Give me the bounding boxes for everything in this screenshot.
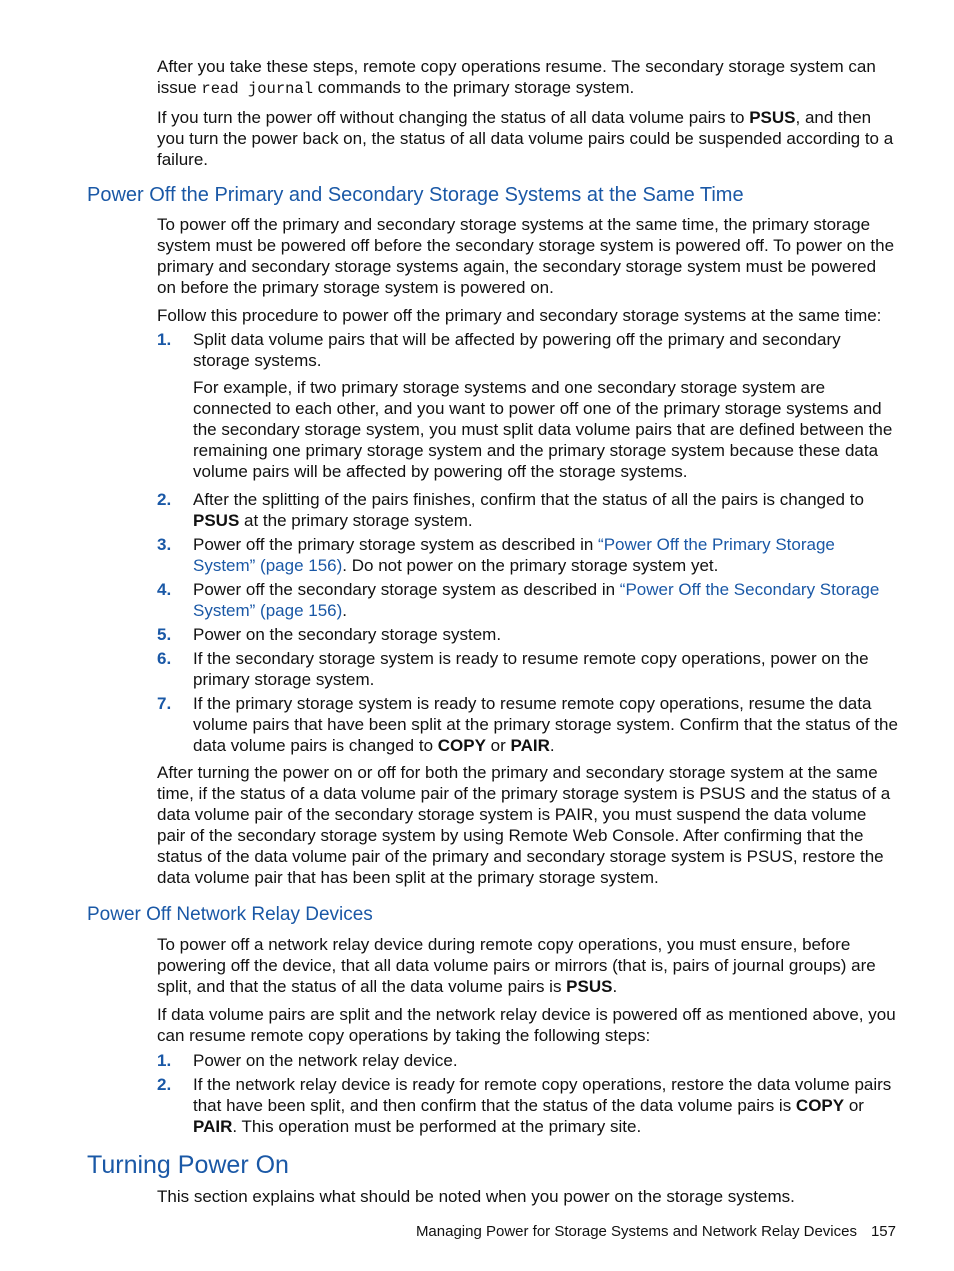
step-7: [157, 693, 899, 756]
status-copy: COPY: [437, 736, 486, 755]
relay-intro: [157, 934, 899, 1046]
step-4: [157, 579, 899, 621]
step-text: [193, 489, 899, 531]
step-2: [157, 489, 899, 531]
same-time-paragraph-1: To power off the primary and secondary storage systems at the same time, the primary storage system must be powered off before the secondary storage system is powered off. To power on the primary and secondary storage systems again, the secondary storage system must be powered on before the primary storage system is powered on.: [157, 215, 895, 297]
intro-p2-text: If you turn the power off without changing the status of all data volume pairs to: [157, 108, 750, 127]
same-time-paragraph-2: Follow this procedure to power off the primary and secondary storage systems at the same time:: [157, 306, 882, 325]
intro-p2-text-end: , and then you turn the power back on, the status of all data volume pairs could be suspended according to a failure.: [157, 108, 894, 169]
step-text: [193, 693, 899, 756]
step-number: 2.: [157, 1075, 172, 1094]
step-number: 6.: [157, 649, 172, 668]
step-text-a: Power off the secondary storage system as described in: [193, 580, 620, 599]
step-number: 7.: [157, 694, 172, 713]
link-power-off-secondary[interactable]: “Power Off the Secondary Storage System” (page 156): [193, 580, 880, 620]
relay-step-1: [157, 1050, 899, 1071]
same-time-paragraph-3: After turning the power on or off for both the primary and secondary storage system at the same time, if the status of a data volume pair of the primary storage system is PSUS and the status of a data volume pair of the secondary storage system is PAIR, you must suspend the data volume pair of the secondary storage system by using Remote Web Console. After confirming that the status of the data volume pair of the primary and secondary storage system is PSUS, restore the data volume pair that has been split at the primary storage system.: [157, 763, 891, 887]
relay-paragraph-2: If data volume pairs are split and the network relay device is powered off as mentioned above, you can resume remote copy operations by taking the following steps:: [157, 1005, 896, 1045]
heading-same-time: Power Off the Primary and Secondary Storage Systems at the Same Time: [87, 184, 744, 206]
relay-p1-text: To power off a network relay device during remote copy operations, you must ensure, before powering off the device, that all data volume pairs or mirrors (that is, pairs of journal groups) are split, and that the status of all the data volume pairs is: [157, 935, 876, 996]
power-on-paragraph: This section explains what should be noted when you power on the storage systems.: [157, 1187, 795, 1206]
step-text-a: If the primary storage system is ready to resume remote copy operations, resume the data volume pairs that have been split at the primary storage system. Confirm that the status of the data volume pairs is changed to: [193, 694, 898, 755]
step-text: Split data volume pairs that will be affected by powering off the primary and secondary storage systems.: [193, 330, 841, 370]
same-time-intro: [157, 214, 899, 326]
status-psus: PSUS: [749, 108, 796, 127]
step-number: 4.: [157, 580, 172, 599]
step-text-a: After the splitting of the pairs finishes, confirm that the status of all the pairs is changed to: [193, 490, 864, 509]
page-footer: [416, 1222, 896, 1242]
step-text: Power on the network relay device.: [193, 1051, 458, 1070]
step-text-a: If the network relay device is ready for remote copy operations, restore the data volume pairs that have been split, and then confirm that the status of the data volume pairs is: [193, 1075, 892, 1115]
step-text: [193, 1074, 899, 1137]
relay-paragraph-1: [157, 934, 899, 997]
step-text: [193, 534, 899, 576]
step-3: [157, 534, 899, 576]
step-text: Power on the secondary storage system.: [193, 625, 502, 644]
status-pair: PAIR: [510, 736, 550, 755]
page-number: 157: [870, 1223, 896, 1240]
step-5: [157, 624, 899, 645]
step-text-mid: or: [844, 1096, 864, 1115]
status-psus: PSUS: [566, 977, 613, 996]
step-number: 1.: [157, 330, 172, 349]
intro-block: [157, 56, 899, 170]
step-number: 5.: [157, 625, 172, 644]
step-6: [157, 648, 899, 690]
same-time-steps: [157, 329, 899, 756]
step-text-a: Power off the primary storage system as described in: [193, 535, 599, 554]
heading-network-relay: Power Off Network Relay Devices: [87, 904, 373, 925]
relay-p1-text-end: .: [612, 977, 618, 996]
heading-turning-power-on: Turning Power On: [87, 1151, 289, 1179]
step-text: [193, 579, 899, 621]
status-psus: PSUS: [193, 511, 240, 530]
relay-steps: [157, 1050, 899, 1137]
same-time-after: [157, 762, 899, 888]
step-text-b: .: [342, 601, 348, 620]
step-1: [157, 329, 899, 482]
step-text-b: .: [549, 736, 555, 755]
intro-p1-text-end: commands to the primary storage system.: [313, 78, 635, 97]
intro-p1-text: After you take these steps, remote copy operations resume. The secondary storage system can issue: [157, 57, 876, 97]
step-number: 2.: [157, 490, 172, 509]
relay-step-2: [157, 1074, 899, 1137]
status-pair: PAIR: [193, 1117, 233, 1136]
step-text-mid: or: [485, 736, 511, 755]
power-on-intro: [157, 1186, 899, 1207]
step-text: If the secondary storage system is ready to resume remote copy operations, power on the primary storage system.: [193, 649, 869, 689]
step-number: 3.: [157, 535, 172, 554]
step-text-b: at the primary storage system.: [239, 511, 473, 530]
footer-title: Managing Power for Storage Systems and Network Relay Devices: [415, 1223, 857, 1240]
step-note: For example, if two primary storage systems and one secondary storage system are connected to each other, and you want to power off one of the primary storage systems and the secondary storage system, you must split data volume pairs that are defined between the remaining one primary storage system and the primary storage system because these data volume pairs will be affected by powering off the storage systems.: [193, 378, 893, 481]
status-copy: COPY: [795, 1096, 845, 1115]
intro-paragraph-2: [157, 107, 899, 170]
step-number: 1.: [157, 1051, 172, 1070]
step-text-b: . This operation must be performed at the primary site.: [232, 1117, 642, 1136]
inline-code: read journal: [201, 80, 314, 98]
link-power-off-primary[interactable]: “Power Off the Primary Storage System” (page 156): [193, 535, 835, 575]
intro-paragraph-1: [157, 56, 899, 100]
step-text-b: . Do not power on the primary storage system yet.: [342, 556, 719, 575]
